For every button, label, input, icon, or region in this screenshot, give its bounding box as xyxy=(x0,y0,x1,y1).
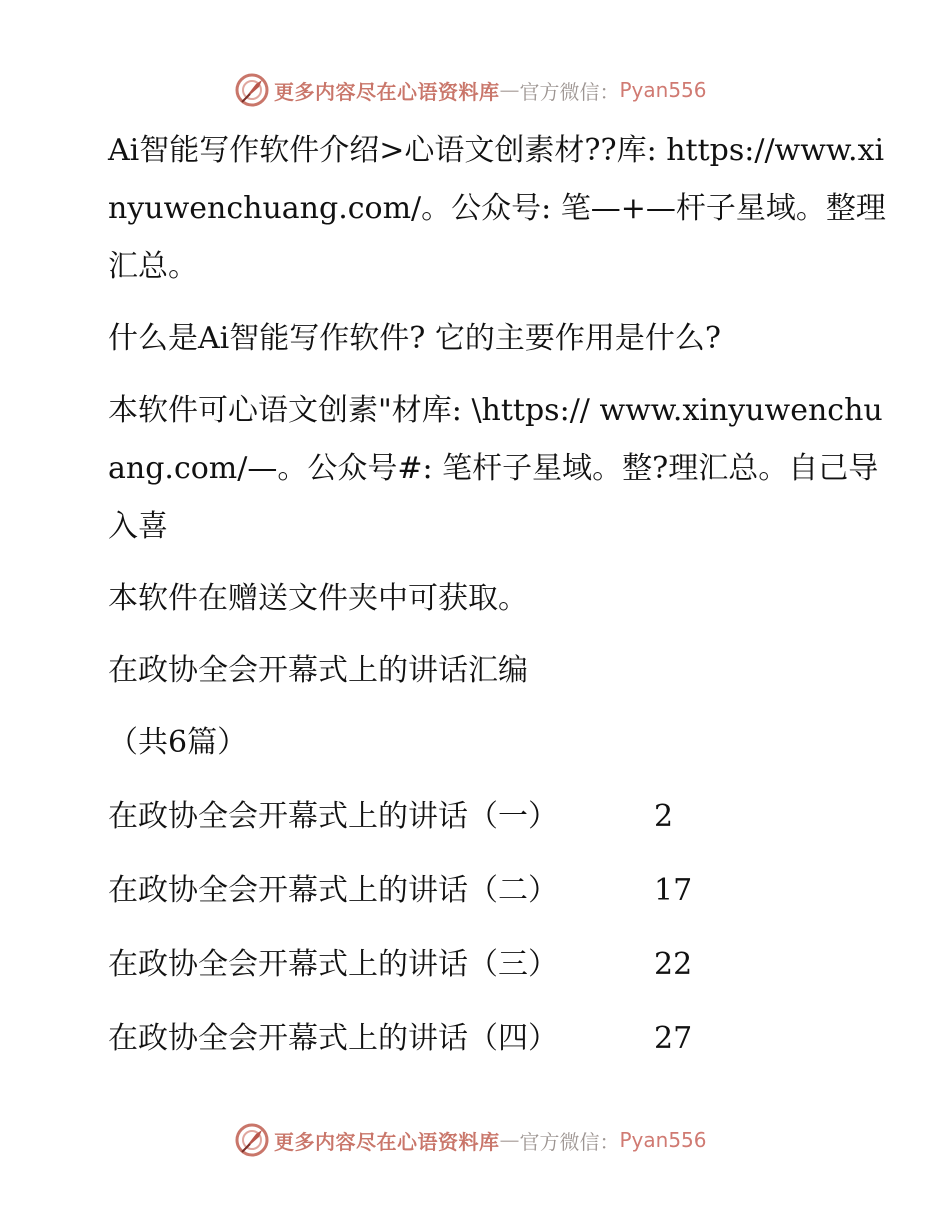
toc-row[interactable] xyxy=(96,788,886,846)
intro-paragraph-2: 什么是Ai智能写作软件? 它的主要作用是什么? xyxy=(108,321,721,356)
collection-count: （共6篇） xyxy=(108,725,248,760)
watermark-dash: — xyxy=(499,78,520,102)
toc-row[interactable] xyxy=(96,862,886,920)
toc-title: 在政协全会开幕式上的讲话（四） xyxy=(108,1021,558,1056)
document-body xyxy=(96,122,886,1068)
toc-page: 2 xyxy=(654,799,674,834)
header-watermark xyxy=(234,70,707,110)
watermark-account: Pyan556 xyxy=(619,78,707,102)
toc-page: 17 xyxy=(654,873,693,908)
watermark-dash: — xyxy=(499,1128,520,1152)
toc-title: 在政协全会开幕式上的讲话（三） xyxy=(108,947,558,982)
watermark-label: 官方微信： xyxy=(519,1129,620,1154)
intro-paragraph-4: 本软件在赠送文件夹中可获取。 xyxy=(108,581,528,616)
toc-page: 27 xyxy=(654,1021,693,1056)
watermark-brand: 更多内容尽在心语资料库 xyxy=(274,1129,500,1154)
watermark-label: 官方微信： xyxy=(519,79,620,104)
intro-paragraph-1: Ai智能写作软件介绍>心语文创素材??库: https://www.xinyuwenchuang.com/。公众号: 笔—+—杆子星域。整理汇总。 xyxy=(108,133,886,284)
toc-title: 在政协全会开幕式上的讲话（一） xyxy=(108,799,558,834)
quill-pen-logo-icon xyxy=(234,1122,270,1158)
watermark-brand: 更多内容尽在心语资料库 xyxy=(274,79,500,104)
intro-paragraph-3: 本软件可心语文创素"材库: \https:// www.xinyuwenchuang.com/—。公众号#: 笔杆子星域。整?理汇总。自己导入喜 xyxy=(108,393,883,544)
quill-pen-logo-icon xyxy=(234,72,270,108)
toc-title: 在政协全会开幕式上的讲话（二） xyxy=(108,873,558,908)
toc-page: 22 xyxy=(654,947,693,982)
toc-row[interactable] xyxy=(96,936,886,994)
footer-watermark xyxy=(234,1120,707,1160)
collection-title: 在政协全会开幕式上的讲话汇编 xyxy=(108,653,528,688)
table-of-contents xyxy=(96,788,886,1068)
toc-row[interactable] xyxy=(96,1010,886,1068)
watermark-account: Pyan556 xyxy=(619,1128,707,1152)
